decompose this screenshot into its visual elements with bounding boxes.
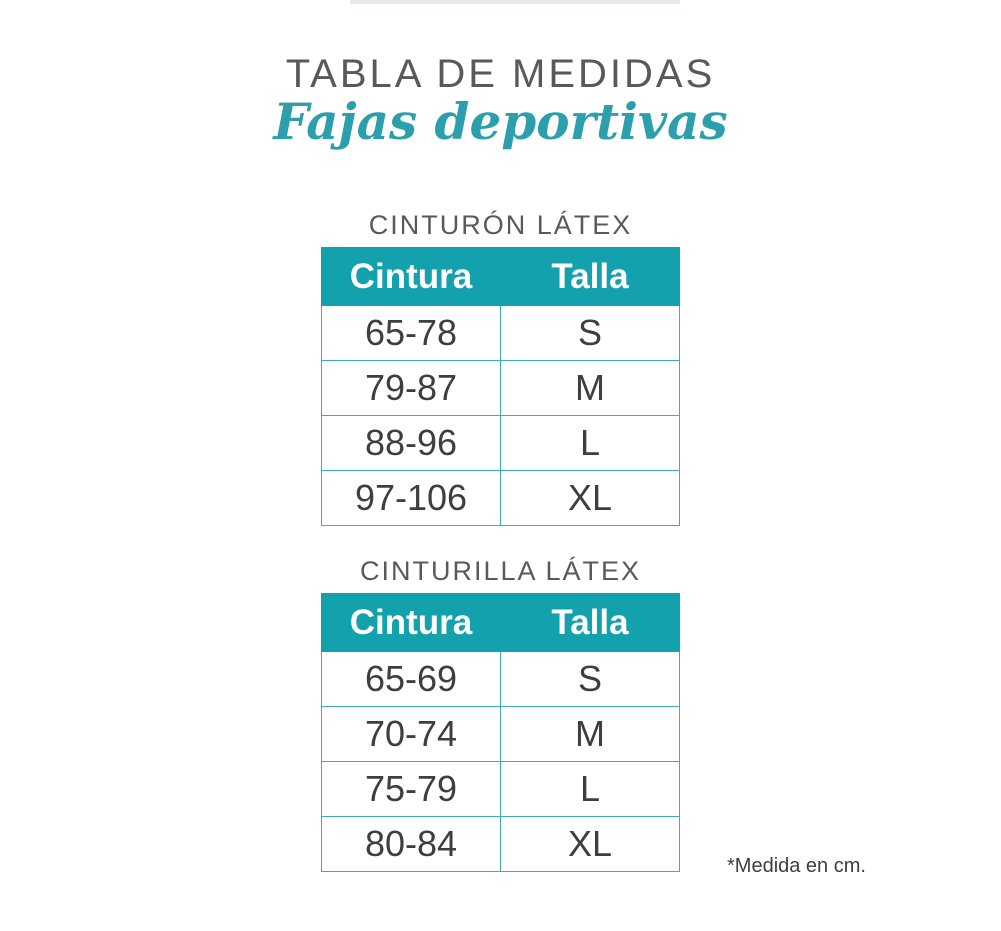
size-cell: M bbox=[501, 707, 680, 762]
size-cell: XL bbox=[501, 471, 680, 526]
column-header-cintura: Cintura bbox=[322, 248, 501, 306]
size-cell: L bbox=[501, 762, 680, 817]
waist-range-cell: 75-79 bbox=[322, 762, 501, 817]
waist-range-cell: 79-87 bbox=[322, 361, 501, 416]
table-row bbox=[322, 762, 680, 817]
size-cell: XL bbox=[501, 817, 680, 872]
waist-range-cell: 65-78 bbox=[322, 306, 501, 361]
section-title-cinturilla-latex: CINTURILLA LÁTEX bbox=[359, 556, 642, 586]
table-row bbox=[322, 361, 680, 416]
column-header-talla: Talla bbox=[501, 248, 680, 306]
page-title: TABLA DE MEDIDAS bbox=[285, 52, 716, 96]
size-cell: S bbox=[501, 306, 680, 361]
waist-range-cell: 70-74 bbox=[322, 707, 501, 762]
waist-range-cell: 88-96 bbox=[322, 416, 501, 471]
table-row bbox=[322, 471, 680, 526]
size-cell: M bbox=[501, 361, 680, 416]
size-cell: L bbox=[501, 416, 680, 471]
cropped-top-banner bbox=[350, 0, 680, 4]
cinturilla-latex-size-table bbox=[321, 593, 680, 872]
table-row bbox=[322, 652, 680, 707]
table-header-row bbox=[322, 594, 680, 652]
column-header-talla: Talla bbox=[501, 594, 680, 652]
table-row bbox=[322, 416, 680, 471]
table-header-row bbox=[322, 248, 680, 306]
page-subtitle: Fajas deportivas bbox=[273, 92, 728, 151]
section-title-cinturon-latex: CINTURÓN LÁTEX bbox=[368, 210, 633, 240]
waist-range-cell: 65-69 bbox=[322, 652, 501, 707]
units-footnote: *Medida en cm. bbox=[727, 855, 866, 877]
size-cell: S bbox=[501, 652, 680, 707]
cinturon-latex-size-table bbox=[321, 247, 680, 526]
waist-range-cell: 97-106 bbox=[322, 471, 501, 526]
table-row bbox=[322, 817, 680, 872]
table-row bbox=[322, 306, 680, 361]
waist-range-cell: 80-84 bbox=[322, 817, 501, 872]
table-row bbox=[322, 707, 680, 762]
column-header-cintura: Cintura bbox=[322, 594, 501, 652]
